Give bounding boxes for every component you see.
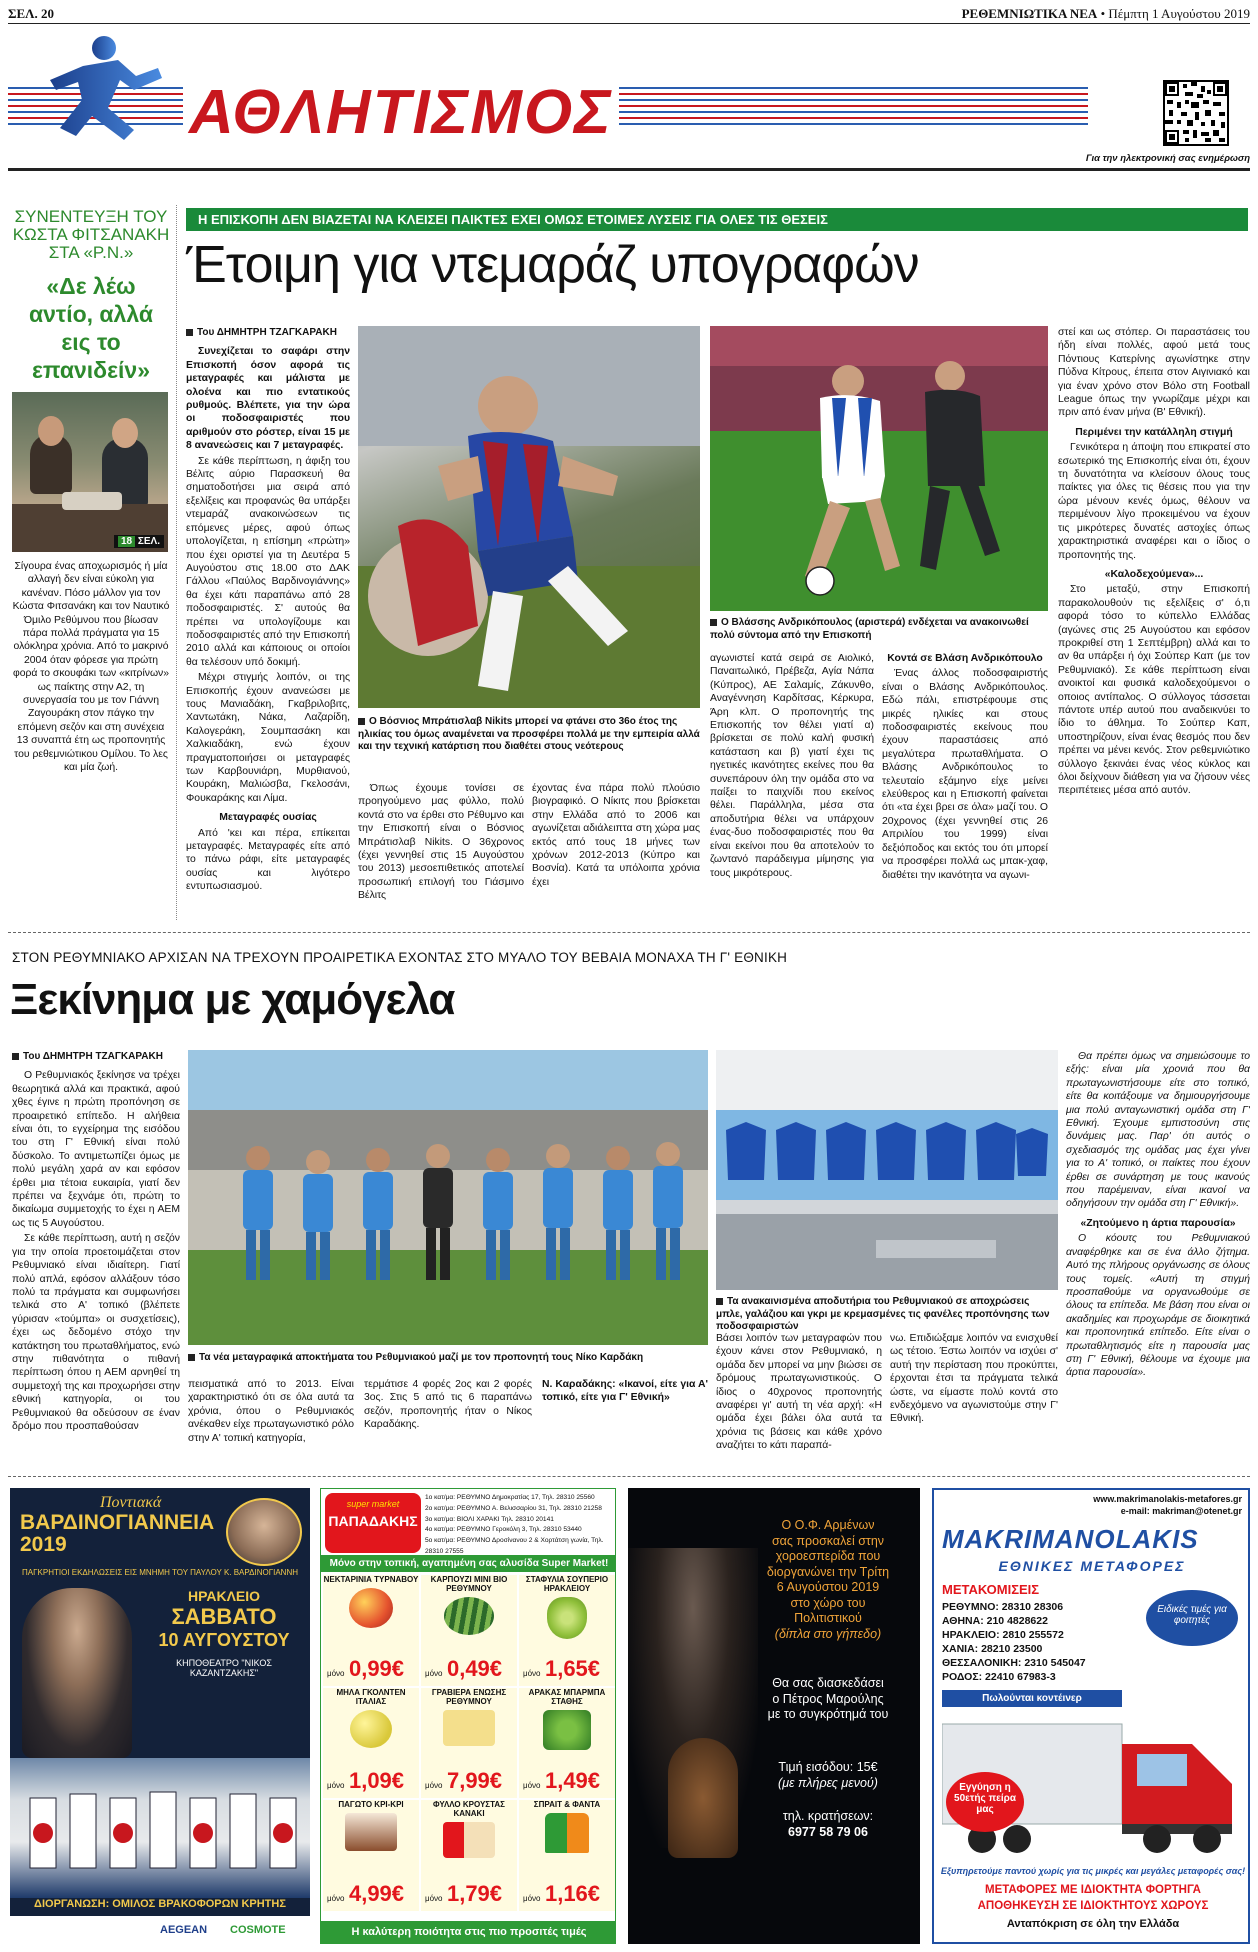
article2-photo-team	[188, 1050, 708, 1345]
ads-divider	[8, 1476, 1250, 1477]
article2-column-6: Θα πρέπει όμως να σημειώσουμε το εξής: είναι μία χρονιά που θα πρωταγωνιστήσουμε είτε στο τοπικό, είτε θα κοιτάξουμε να δημιουργήσουμε μια πολύ ανταγωνιστική ομάδα στη Γ' Εθνική. Έχουμε εμπιστοσύνη στις δυνάμεις μας. Παρ' ότι αυτός ο σχεδιασμός της ομάδας μας έχει γίνει για το Α' τοπικό, οι παίκτες που έχουν έρθει σε συνάρτηση με τους ικανούς που παρέμειναν, είναι ικανοί να οδηγήσουν την ομάδα στη Γ' Εθνική». «Ζητούμενο η άρτια παρουσία» Ο κόουτς του Ρεθυμνιακού αναφέρθηκε και σε ένα άλλο ζήτημα. Αυτό της πλήρους οργάνωσης σε όλους τους τομείς. «Αυτή τη στιγμή προσπαθούμε να οργανωθούμε σε όλους τα επίπεδα. Με βάση που είναι οι ακαδημίες και προχωράμε σε διοικητικά και προπονητικά επίπεδο. Είτε είναι ο πρωταθλητισμός είτε η παρουσία μας στη Γ' Εθνική, θέλουμε να έχουμε μια άρτια παρουσία».	[1066, 1051, 1250, 1379]
product-card[interactable]: ΓΡΑΒΙΕΡΑ ΕΝΩΣΗΣ ΡΕΘΥΜΝΟΥ μόνο 7,99€	[421, 1688, 517, 1799]
product-card[interactable]: ΜΗΛΑ ΓΚΟΛΝΤΕΝ ΙΤΑΛΙΑΣ μόνο 1,09€	[323, 1688, 419, 1799]
ad4-url[interactable]: www.makrimanolakis-metafores.gr	[1093, 1494, 1242, 1504]
phone-line: ΡΕΘΥΜΝΟ: 28310 28306	[942, 1601, 1064, 1613]
ad1-sponsor-aegean: AEGEAN	[160, 1924, 208, 1936]
paper-name: ΡΕΘΕΜΝΙΩΤΙΚΑ ΝΕΑ	[961, 6, 1098, 21]
soda-bottles-icon	[545, 1813, 589, 1853]
ad4-tagline: ΕΘΝΙΚΕΣ ΜΕΤΑΦΟΡΕΣ	[998, 1558, 1186, 1574]
ad4-experience: Εγγύηση η 50ετής πείρα μας	[946, 1772, 1024, 1832]
article2-column-4: Ν. Καραδάκης: «Ικανοί, είτε για Α' τοπικό, είτε για Γ' Εθνική»	[542, 1379, 708, 1404]
article1-byline: Του ΔΗΜΗΤΡΗ ΤΖΑΓΚΑΡΑΚΗ	[186, 326, 350, 339]
article2-kicker: ΣΤΟΝ ΡΕΘΥΜΝΙΑΚΟ ΑΡΧΙΣΑΝ ΝΑ ΤΡΕΧΟΥΝ ΠΡΟΑΙΡΕΤΙΚΑ ΕΧΟΝΤΑΣ ΣΤΟ ΜΥΑΛΟ ΤΟΥ ΒΕΒΑΙΑ ΜΟΝΑΧΑ ΤΗ Γ' ΕΘΝΙΚΗ	[12, 950, 788, 965]
article1-column-3: έχοντας ένα πάρα πολύ πλούσιο βιογραφικό. Ο Νίκιτς που βρίσκεται στην Ελλάδα από το 2006 και αγωνίζεται αδιάλειπτα στη χώρα μας εκτός από τους 18 μήνες των χρόνων 2012-2013 (Κύπρο και Βοσνία). Κατά τα υπόλοιπα χρόνια έχει	[532, 783, 700, 888]
ad1-man-photo	[22, 1588, 132, 1758]
ad4-phones	[942, 1600, 1132, 1684]
qr-caption: Για την ηλεκτρονική σας ενημέρωση	[1085, 153, 1250, 164]
article1-column-4: αγωνιστεί κατά σειρά σε Αιολικό, Παναιτωλικό, Πρέβεζα, Αγία Νάπα (Κύπρος), ΑΕ Σαλαμίς, Ζάκυνθο, Αναγέννηση Καρδίτσας, Κέρκυρα, Άρη κλπ. Ο προπονητής της Επισκοπής τον θέλει γιατί α) βρίσκεται σε πολύ καλή φυσική κατάσταση και β) γιατί έχει τις ηγετικές ικανότητες εκείνες που θα συνεπάρουν όλη την ομάδα στο να παίξει το παιχνίδι που εκείνος θέλει. Παράλληλα, μέσα στα αποδυτήρια θέλει να υπάρχουν ένας-δυο ποδοσφαιριστές που θα είναι εκείνοι που θα αποτελούν το ζωντανό παράδειγμα μίμησης για τους μικρότερους.	[710, 653, 874, 879]
pastry-sheet-icon	[443, 1822, 495, 1858]
date-separator: •	[1100, 6, 1109, 21]
ad1-portrait	[226, 1498, 302, 1566]
product-card[interactable]: ΑΡΑΚΑΣ ΜΠΑΡΜΠΑ ΣΤΑΘΗΣ μόνο 1,49€	[519, 1688, 615, 1799]
ad4-email[interactable]: e-mail: makriman@otenet.gr	[1120, 1506, 1242, 1516]
ad4-footer2: ΑΠΟΘΗΚΕΥΣΗ ΣΕ ΙΔΙΟΚΤΗΤΟΥΣ ΧΩΡΟΥΣ	[977, 1900, 1209, 1912]
ad-makrimanolakis-moving[interactable]	[932, 1488, 1250, 1944]
ad1-org: ΔΙΟΡΓΑΝΩΣΗ: ΟΜΙΛΟΣ ΒΡΑΚΟΦΟΡΩΝ ΚΡΗΤΗΣ	[34, 1898, 286, 1910]
ad1-venue: ΚΗΠΟΘΕΑΤΡΟ "ΝΙΚΟΣ ΚΑΖΑΝΤΖΑΚΗΣ"	[176, 1658, 272, 1678]
header-rule	[8, 23, 1250, 24]
ad3-price: Τιμή εισόδου: 15€ (με πλήρες μενού)	[778, 1760, 878, 1790]
article2-title[interactable]: Ξεκίνημα με χαμόγελα	[10, 975, 455, 1024]
product-card[interactable]: ΣΤΑΦΥΛΙΑ ΣΟΥΠΕΡΙΟ ΗΡΑΚΛΕΙΟΥ μόνο 1,65€	[519, 1575, 615, 1686]
article1-photo2-caption: Ο Βλάσσης Ανδρικόπουλος (αριστερά) ενδέχεται να ανακοινωθεί πολύ σύντομα από την Επισκοπή	[710, 617, 1029, 641]
article2-column-1: Του ΔΗΜΗΤΡΗ ΤΖΑΓΚΑΡΑΚΗ Ο Ρεθυμνιακός ξεκίνησε να τρέχει θεωρητικά αλλά και πρακτικά, αφού χθες έγινε η πρώτη προπόνηση σε προαιρετικό επίπεδο. Η αλήθεια είναι ότι, το εγχείρημα της εισόδου του στη Γ' Εθνική είναι πολύ δύσκολο. Το αντιμετωπίζει όμως με πολύ μεγάλη χαρά αν και εφόσον έρθει μια τέτοια ευκαιρία, γιατί δεν πρέπει να ξεχνάμε ότι, πρώτη το δικαίωμα συμμετοχής το έχει η ΑΕΜ ως τις 5 Αυγούστου. Σε κάθε περίπτωση, αυτή η σεζόν για την οποία προετοιμάζεται στον Ρεθυμνιακό είναι ιδιαίτερη. Γιατί πολύ απλά, εφόσον αλλάξουν τόσο πολύ τα πράγματα και συμφωνήσει τελικά στο Α' τοπικό (βλέπετε γύρισαν «τούμπα» οι συσχετίσεις), έχει ως δεδομένο στόχο την κατάκτηση του πρωταθλήματος, ενώ στην πιθανότητα ο πιθανή περίπτωση όπου η ΑΕΜ αρνηθεί τη συμμετοχή της και προχωρήσει στην εθνική κατηγορία, οι του Ρεθυμνιακού θα οδεύσουν σε έναν δρόμο που προσπαθούσαν	[12, 1051, 180, 1432]
product-card[interactable]: ΚΑΡΠΟΥΖΙ ΜΙΝΙ ΒΙΟ ΡΕΘΥΜΝΟΥ μόνο 0,49€	[421, 1575, 517, 1686]
article1-kicker: Η ΕΠΙΣΚΟΠΗ ΔΕΝ ΒΙΑΖΕΤΑΙ ΝΑ ΚΛΕΙΣΕΙ ΠΑΙΚΤΕΣ ΕΧΕΙ ΟΜΩΣ ΕΤΟΙΜΕΣ ΛΥΣΕΙΣ ΓΙΑ ΟΛΕΣ ΤΙΣ ΘΕΣΕΙΣ	[186, 208, 1248, 231]
sidebar-kicker: ΣΥΝΕΝΤΕΥΞΗ ΤΟΥ ΚΩΣΤΑ ΦΙΤΣΑΝΑΚΗ ΣΤΑ «Ρ.Ν.»	[12, 207, 170, 262]
ad1-date: 10 ΑΥΓΟΥΣΤΟΥ	[158, 1630, 290, 1650]
watermelon-icon	[444, 1597, 494, 1635]
nectarine-icon	[349, 1588, 393, 1628]
ad1-band-photo	[10, 1758, 310, 1898]
ad1-title-small: Ποντιακά	[100, 1494, 162, 1511]
article2-column-5: νω. Επιδιώξαμε λοιπόν να ενισχυθεί ως τέτοιο. Έστω λοιπόν να ισχύει σ' αυτή την περίσταση που προκύπτει, έρχονται έτσι τα πράγματα τελικά ώστε, να είμαστε πολύ κοντά στο ενδεχόμενο να αγωνιστούμε στην Γ' Εθνική.	[890, 1333, 1058, 1425]
phone-line: ΧΑΝΙΑ: 28210 23500	[942, 1643, 1043, 1655]
product-card[interactable]: ΠΑΓΩΤΟ ΚΡΙ-ΚΡΙ μόνο 4,99€	[323, 1800, 419, 1911]
ad4-footer1: ΜΕΤΑΦΟΡΕΣ ΜΕ ΙΔΙΟΚΤΗΤΑ ΦΟΡΤΗΓΑ	[985, 1884, 1201, 1896]
page-number: ΣΕΛ. 20	[8, 6, 54, 21]
footballers-match-photo	[710, 326, 1048, 611]
section-banner	[8, 28, 1158, 148]
article1-photo1-caption: Ο Βόσνιος Μπράτισλαβ Nikits μπορεί να φτάνει στο 36ο έτος της ηλικίας του όμως αναμένεται να προσφέρει πολλά με την εμπειρία αλλά και την τεχνική κατάρτιση που διαθέτει στους νεότερους	[358, 716, 700, 752]
ad1-title: ΒΑΡΔΙΝΟΓΙΑΝΝΕΙΑ 2019	[20, 1511, 215, 1556]
store-line: 2o κατ/μα: ΡΕΘΥΜΝΟ Α. Βελισσαρίου 31, Τηλ. 28310 21258	[425, 1504, 602, 1512]
sidebar-divider	[176, 205, 177, 920]
article2-column-4b: Βάσει λοιπόν των μεταγραφών που έχουν κάνει στον Ρεθυμνιακό, η ομάδα δεν μπορεί να μην βιώσει σε δρόμους πρωταγωνιστικούς. Ο ίδιος ο 40χρονος προπονητής αναφέρει γι' αυτή τη νέα αρχή: «Η ομάδα έχει βάλει όλα αυτά τα χρόνια τις βάσεις και κάθε χρόνο αναζήτει το κάτι παραπά-	[716, 1333, 882, 1452]
ad-of-armenon-party[interactable]	[628, 1488, 920, 1944]
store-line: 1o κατ/μα: ΡΕΘΥΜΝΟ Δημοκρατίας 17, Τηλ. 28310 25560	[425, 1494, 595, 1501]
apple-icon	[350, 1710, 392, 1748]
qr-code-icon	[1165, 82, 1227, 144]
ad2-footer: Η καλύτερη ποιότητα στις πιο προσιτές τιμές	[321, 1921, 616, 1943]
ad1-sponsors	[10, 1916, 310, 1944]
product-card[interactable]: ΦΥΛΛΟ ΚΡΟΥΣΤΑΣ ΚΑΝΑΚΙ μόνο 1,79€	[421, 1800, 517, 1911]
ad3-lyra-icon	[668, 1738, 738, 1858]
sidebar-title[interactable]: «Δε λέω αντίο, αλλά εις το επανιδείν»	[29, 273, 153, 383]
phone-line: ΑΘΗΝΑ: 210 4828622	[942, 1615, 1048, 1627]
footballer-action-photo	[358, 326, 700, 708]
article2-column-2: πεισματικά από το 2013. Είναι χαρακτηριστικό ότι σε όλα αυτά τα χρόνια, όπου ο Ρεθυμνιακός ανέκαθεν είχε πρωταγωνιστικό ρόλο στην Α' τοπική κατηγορία,	[188, 1379, 354, 1444]
article2-photo1-caption: Τα νέα μεταγραφικά αποκτήματα του Ρεθυμνιακού μαζί με τον προπονητή τους Νίκο Καρδάκη	[188, 1352, 708, 1365]
article1-column-5: Κοντά σε Βλάση Ανδρικόπουλο Ένας άλλος ποδοσφαιριστής είναι ο Βλάσης Ανδρικόπουλος. Εδώ πάλι, επιστρέφουμε στις μικρές ηλικίες και στους ποδοσφαιριστές εκείνους που έχουν παραστάσεις από μεγαλύτερα πρωταθλήματα. Ο Βλάσης Ανδρικόπουλος το τελευταίο εξάμηνο είχε μείνει ελεύθερος και η Επισκοπή φαίνεται ότι «τα έχει βρει σε όλα» μαζί του. Ο 20χρονος (έχει γεννηθεί στις 26 Απριλίου του 1999) είναι δεξιόποδος και εκτός του ότι μπορεί να προσφέρει πολλά ως μπακ-χαφ, διαθέτει την ικανότητα να αγωνι-	[882, 653, 1048, 881]
article2-byline: Του ΔΗΜΗΤΡΗ ΤΖΑΓΚΑΡΑΚΗ	[12, 1050, 180, 1063]
product-card[interactable]: ΝΕΚΤΑΡΙΝΙΑ ΤΥΡΝΑΒΟΥ μόνο 0,99€	[323, 1575, 419, 1686]
store-line: 3o κατ/μα: ΒΙΟΛΙ ΧΑΡΑΚΙ Τηλ. 28310 20141	[425, 1515, 554, 1523]
team-players-photo	[188, 1050, 708, 1345]
ad2-banner: Μόνο στην τοπική, αγαπημένη σας αλυσίδα Super Market!	[321, 1555, 616, 1572]
ad4-head: ΜΕΤΑΚΟΜΙΣΕΙΣ	[942, 1582, 1040, 1597]
ad1-day: ΣΑΒΒΑΤΟ	[171, 1604, 277, 1629]
product-card[interactable]: ΣΠΡΑΙΤ & ΦΑΝΤΑ μόνο 1,16€	[519, 1800, 615, 1911]
article1-title[interactable]: Έτοιμη για ντεμαράζ υπογραφών	[186, 236, 919, 294]
ad4-brand: MAKRIMANOLAKIS	[942, 1524, 1199, 1554]
ad1-sponsor-cosmote: COSMOTE	[230, 1924, 286, 1936]
phone-line: ΗΡΑΚΛΕΙΟ: 2810 255572	[942, 1629, 1064, 1641]
ad2-logo-top: super market	[346, 1499, 400, 1509]
ad2-logo-name: ΠΑΠΑΔΑΚΗΣ	[328, 1513, 418, 1529]
page-reference-number: 18	[118, 536, 135, 547]
ad4-badge: Ειδικές τιμές για φοιτητές	[1146, 1590, 1238, 1646]
banner-rule	[8, 168, 1250, 171]
ad2-logo	[325, 1493, 421, 1553]
store-line: 4o κατ/μα: ΡΕΘΥΜΝΟ Γεροκόλη 3, Τηλ. 28310 53440	[425, 1526, 582, 1534]
sidebar-photo	[12, 392, 168, 552]
ad4-slogan: Εξυπηρετούμε παντού χωρίς για τις μικρές και μεγάλες μεταφορές σας!	[940, 1866, 1246, 1876]
ad3-phone[interactable]: τηλ. κρατήσεων: 6977 58 79 06	[782, 1809, 874, 1839]
qr-code[interactable]	[1163, 80, 1229, 146]
article1-column-6: στεί και ως στόπερ. Οι παραστάσεις του ήδη είναι πολλές, αφού μετά τους Πόντιους Κατερίνης αγωνίστηκε στην Πύδνα Κίτρους, έπειτα στον Αιγινιακό και για έναν χρόνο στον Βόλο στη Football League όπως την γνωρίζαμε μέχρι και πριν από έναν μήνα (Β' Εθνική). Περιμένει την κατάλληλη στιγμή Γενικότερα η άποψη που επικρατεί στο εσωτερικό της Επισκοπής είναι ότι, έχουν τη δυνατότητα να κλείσουν όλους τους παίκτες για όλες τις θέσεις που για την ώρα μένουν κενές όμως, θέλουν να περιμένουν λίγο προκειμένου να έχουν τις μικρότερες δυνατές αστοχίες όπως χαρακτηριστικά αναφέρει και ο ίδιος ο προπονητής της. «Καλοδεχούμενα»... Στο μεταξύ, στην Επισκοπή παρακολουθούν τις εξελίξεις σ' ό,τι αφορά τόσο το κύπελλο Ελλάδας (αγώνες στις 25 Αυγούστου και εφόσον προκριθεί στη 1 Σεπτέμβρη) αλλά και το αν θα υπάρξει ή όχι Σούπερ Καπ (με τον Ρεθυμνιακό). Σε κάθε περίπτωση είναι ανοικτοί και φυσικά καλοδεχούμενοι ο οποιος αντίπαλος. Ο σύλλογος τάσσεται πάντοτε υπέρ αυτού που αναδεικνύει το ίδιο το άθλημα. Το Σούπερ Καπ, υποστηρίζουν, είναι ένας θεσμός που δεν πρέπει να μένει κενός. Στον ρεθεμνιώτικο σύλλογο ξεκινάει ένας νέος κύκλος και όλοι δείχνουν διάθεση για να ζήσουν νέες περιπέτειες μέσα από αυτόν.	[1058, 327, 1250, 797]
sidebar-body: Σίγουρα ένας αποχωρισμός ή μία αλλαγή δεν είναι εύκολη για κανέναν. Πόσο μάλλον για τον Κώστα Φιτσανάκη και τον Ναυτικό Όμιλο Ρεθύμνου που βίωσαν πάρα πολλά πράγματα για 15 ολόκληρα χρόνια. Από το μακρινό 2004 όταν φόρεσε για πρώτη φορά το σκουφάκι των «κιτρίνων» ως παίκτης στην Α2, τη συνεργασία του με τον Γιάννη Ζαγουράκη στον πάγκο την επόμενη σεζόν και στη συνέχεια 13 συναπτά έτη ως προπονητής του ρεθεμνιώτικου Ομίλου. Το λες και μία ζωή.	[12, 561, 170, 774]
peas-bag-icon	[543, 1710, 591, 1750]
ad1-subtitle: ΠΑΓΚΡΗΤΙΟΙ ΕΚΔΗΛΩΣΕΙΣ ΕΙΣ ΜΝΗΜΗ ΤΟΥ ΠΑΥΛΟΥ Κ. ΒΑΡΔΙΝΟΓΙΑΝΝΗ	[22, 1568, 298, 1577]
article1-photo-andrikopoulos	[710, 326, 1048, 611]
ad4-truck-photo	[942, 1714, 1242, 1864]
section-title: ΑΘΛΗΤΙΣΜΟΣ	[183, 82, 619, 144]
grapes-icon	[547, 1597, 587, 1639]
phone-line: ΘΕΣΣΑΛΟΝΙΚΗ: 2310 545047	[942, 1657, 1086, 1669]
ad-vardinogianneia[interactable]	[10, 1488, 310, 1944]
article2-photo2-caption: Τα ανακαινισμένα αποδυτήρια του Ρεθυμνιακού σε αποχρώσεις μπλε, γαλάζιου και γκρι με κρεμασμένες τις φανέλες προπόνησης των ποδοσφαιριστών	[716, 1296, 1050, 1332]
ad4-footer3: Ανταπόκριση σε όλη την Ελλάδα	[1006, 1918, 1180, 1930]
ad2-products	[323, 1575, 615, 1911]
ad1-city: ΗΡΑΚΛΕΙΟ	[187, 1588, 261, 1604]
article1-photo-nikits	[358, 326, 700, 708]
ad4-containers: Πωλούνται κοντέινερ	[942, 1690, 1122, 1707]
page-reference-label: ΣΕΛ.	[137, 536, 160, 547]
ad-papadakis-supermarket[interactable]	[320, 1488, 616, 1944]
ice-cream-icon	[345, 1813, 397, 1851]
page-reference[interactable]	[114, 535, 164, 548]
article1-column-1: Του ΔΗΜΗΤΡΗ ΤΖΑΓΚΑΡΑΚΗ Συνεχίζεται το σαφάρι στην Επισκοπή όσον αφορά τις μεταγραφές και μάλιστα με ολοένα και πιο εντατικούς ρυθμούς. Βλέπετε, για την ώρα οι ποδοσφαιριστές που αριθμούν στο ρόστερ, είναι 15 με 8 ανανεώσεις και 7 μεταγραφές. Σε κάθε περίπτωση, η άφιξη του Βέλιτς αύριο Παρασκευή θα σηματοδοτήσει μια σειρά από εξελίξεις και προφανώς θα υπάρξει ντεμαράζ ανακοινώσεων τις επόμενες μέρες, αφού όπως υπολογίζεται, η επίσημη «πρώτη» που έχει οριστεί για τη Δευτέρα 5 Αυγούστου στις 18.00 στο ΔΑΚ Γάλλου «Παύλος Βαρδινογιάννης» θα έχει κάτι παραπάνω από 28 ποδοσφαιριστές. Σ' αυτούς θα πρέπει να υπολογίζουμε και ποδοσφαιριστές από την Επισκοπή 2010 αλλά και κάποιους οι οποίοι θα τελέσουν υπό δοκιμή. Μέχρι στιγμής λοιπόν, οι της Επισκοπής έχουν ανανεώσει με τους Μανιαδάκη, Γκαβριλοβιτς, Χαντωτάκη, Νάκα, Λαζαρίδη, Καλογεράκη, Σουμπασάκη και Χαλκιαδάκη, ενώ έχουν πραγματοποιήσει οι μεταγραφές των Καρβουνιάρη, Μυρθιανού, Κουράκη, Μαλιώσβα, Γκελοσάνι, Φουκαράκης και Λίμα. Μεταγραφές ουσίας Από 'κει και πέρα, επίκειται μεταγραφές. Μεταγραφές είτε από το πάνω ράφι, είτε μεταγραφές ουσίας και λιγότερο εντυπωσιασμού.	[186, 327, 350, 893]
cheese-icon	[443, 1710, 495, 1746]
store-line: 5o κατ/μα: ΡΕΘΥΜΝΟ Δροσίνανου 2 & Χορτάτση γωνία, Τηλ. 28310 27555	[425, 1537, 604, 1555]
sidebar-interview	[12, 208, 170, 918]
ad2-stores	[425, 1493, 615, 1558]
masthead-info	[962, 6, 1250, 22]
article2-photo-lockers	[716, 1050, 1058, 1290]
ad3-invitation: Ο Ο.Φ. Αρμένων σας προσκαλεί στην χοροεσπερίδα που διοργανώνει την Τρίτη 6 Αυγούστου 2019 στο χώρο του Πολιτιστικού (δίπλα στο γήπεδο)	[766, 1518, 890, 1641]
issue-date: Πέμπτη 1 Αυγούστου 2019	[1108, 6, 1250, 21]
article1-column-2: Όπως έχουμε τονίσει σε προηγούμενο μας φύλλο, πολύ κοντά στο να έρθει στο Ρέθυμνο και την Επισκοπή είναι ο Βόσνιος Μπράτισλαβ Nikits. Ο 36χρονος (έχει γεννηθεί στις 15 Αυγούστου του 2013) μεσοεπιθετικός αποτελεί προσωπική επιλογή του Γιάσμινο Βέλιτς	[358, 783, 524, 902]
article2-column-3: τερμάτισε 4 φορές 2ος και 2 φορές 3ος. Στις 5 από τις 6 παραπάνω σεζόν, προπονητής ήταν ο Νίκος Καραδάκης.	[364, 1379, 532, 1431]
ad3-entertainment: Θα σας διασκεδάσει ο Πέτρος Μαρούλης με το συγκρότημά του	[767, 1676, 889, 1721]
phone-line: ΡΟΔΟΣ: 22410 67983-3	[942, 1671, 1056, 1683]
article-divider	[8, 932, 1250, 933]
marching-band-icon	[10, 1758, 310, 1898]
locker-room-photo	[716, 1050, 1058, 1290]
